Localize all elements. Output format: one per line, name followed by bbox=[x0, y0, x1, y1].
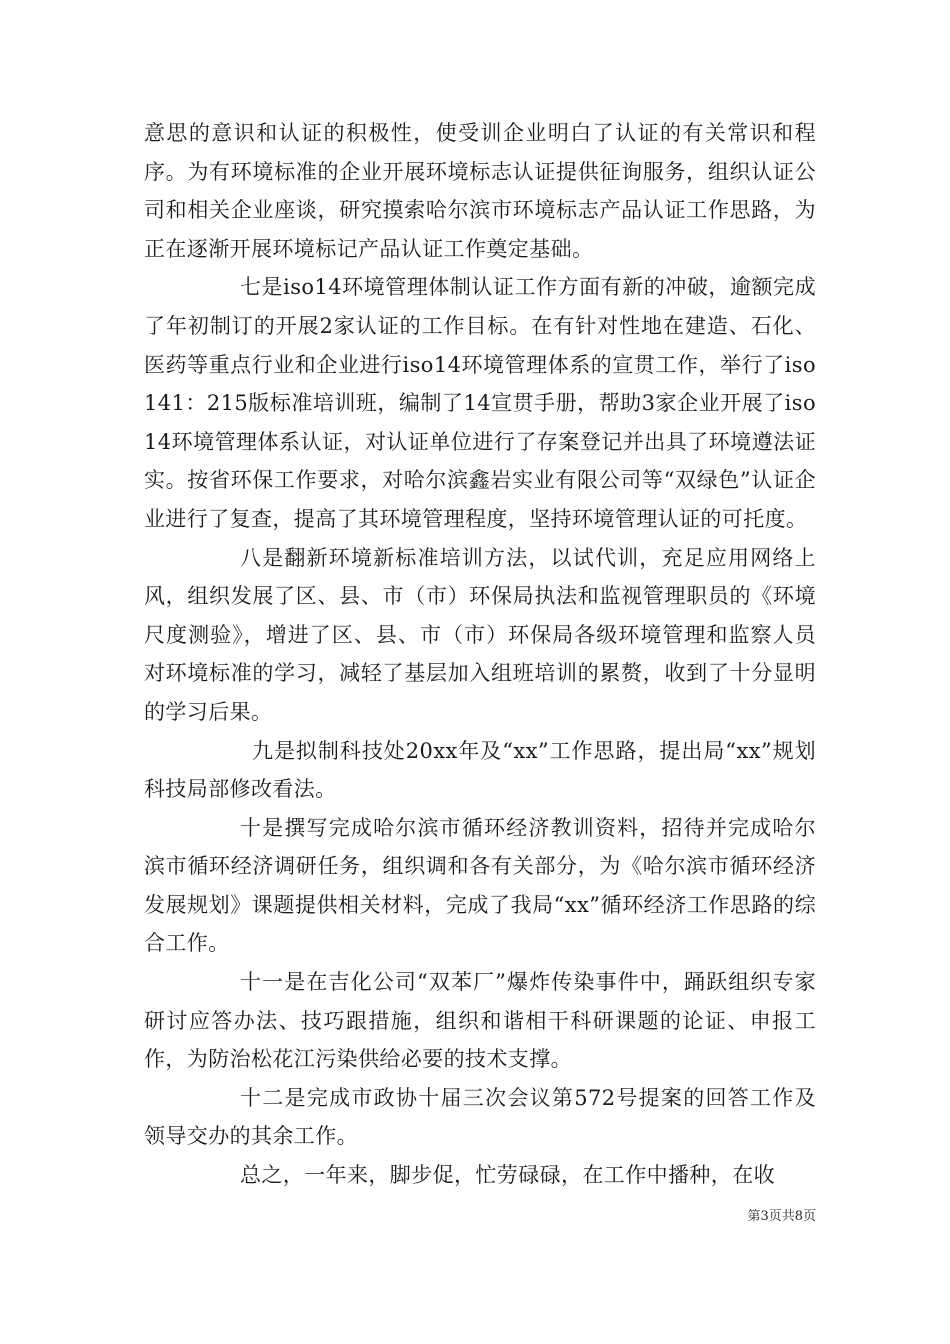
paragraph-continuation: 意思的意识和认证的积极性，使受训企业明白了认证的有关常识和程序。为有环境标准的企业开展环境标志认证提供征询服务，组织认证公司和相关企业座谈，研究摸索哈尔滨市环境标志产品认证工作思路，为正在逐渐开展环境标记产品认证工作奠定基础。 bbox=[144, 121, 816, 261]
paragraph-item-seven: 七是iso14环境管理体制认证工作方面有新的冲破，逾额完成了年初制订的开展2家认证的工作目标。在有针对性地在建造、石化、医药等重点行业和企业进行iso14环境管理体系的宣贯工作，举行了iso141：215版标准培训班，编制了14宣贯手册，帮助3家企业开展了iso14环境管理体系认证，对认证单位进行了存案登记并出具了环境遵法证实。按省环保工作要求，对哈尔滨鑫岩实业有限公司等“双绿色”认证企业进行了复查，提高了其环境管理程度，坚持环境管理认证的可托度。 bbox=[144, 275, 816, 531]
paragraph-summary: 总之，一年来，脚步促，忙劳碌碌，在工作中播种，在收 bbox=[240, 1163, 775, 1188]
paragraph-item-eight: 八是翻新环境新标准培训方法，以试代训，充足应用网络上风，组织发展了区、县、市（市）环保局执法和监视管理职员的《环境尺度测验》，增进了区、县、市（市）环保局各级环境管理和监察人员对环境标准的学习，减轻了基层加入组班培训的累赘，收到了十分显明的学习后果。 bbox=[144, 545, 816, 724]
page-number-footer: 第3页共8页 bbox=[747, 1209, 816, 1224]
paragraph-item-nine: 九是拟制科技处20xx年及“xx”工作思路，提出局“xx”规划科技局部修改看法。 bbox=[144, 738, 816, 802]
paragraph-item-ten: 十是撰写完成哈尔滨市循环经济教训资料，招待并完成哈尔滨市循环经济调研任务，组织调和各有关部分，为《哈尔滨市循环经济发展规划》课题提供相关材料，完成了我局“xx”循环经济工作思路的综合工作。 bbox=[144, 815, 816, 956]
paragraph-item-eleven: 十一是在吉化公司“双苯厂”爆炸传染事件中，踊跃组织专家研讨应答办法、技巧跟措施，组织和谐相干科研课题的论证、申报工作，为防治松花江污染供给必要的技术支撑。 bbox=[144, 970, 816, 1072]
document-body bbox=[144, 114, 816, 1195]
paragraph-item-twelve: 十二是完成市政协十届三次会议第572号提案的回答工作及领导交办的其余工作。 bbox=[144, 1085, 816, 1149]
